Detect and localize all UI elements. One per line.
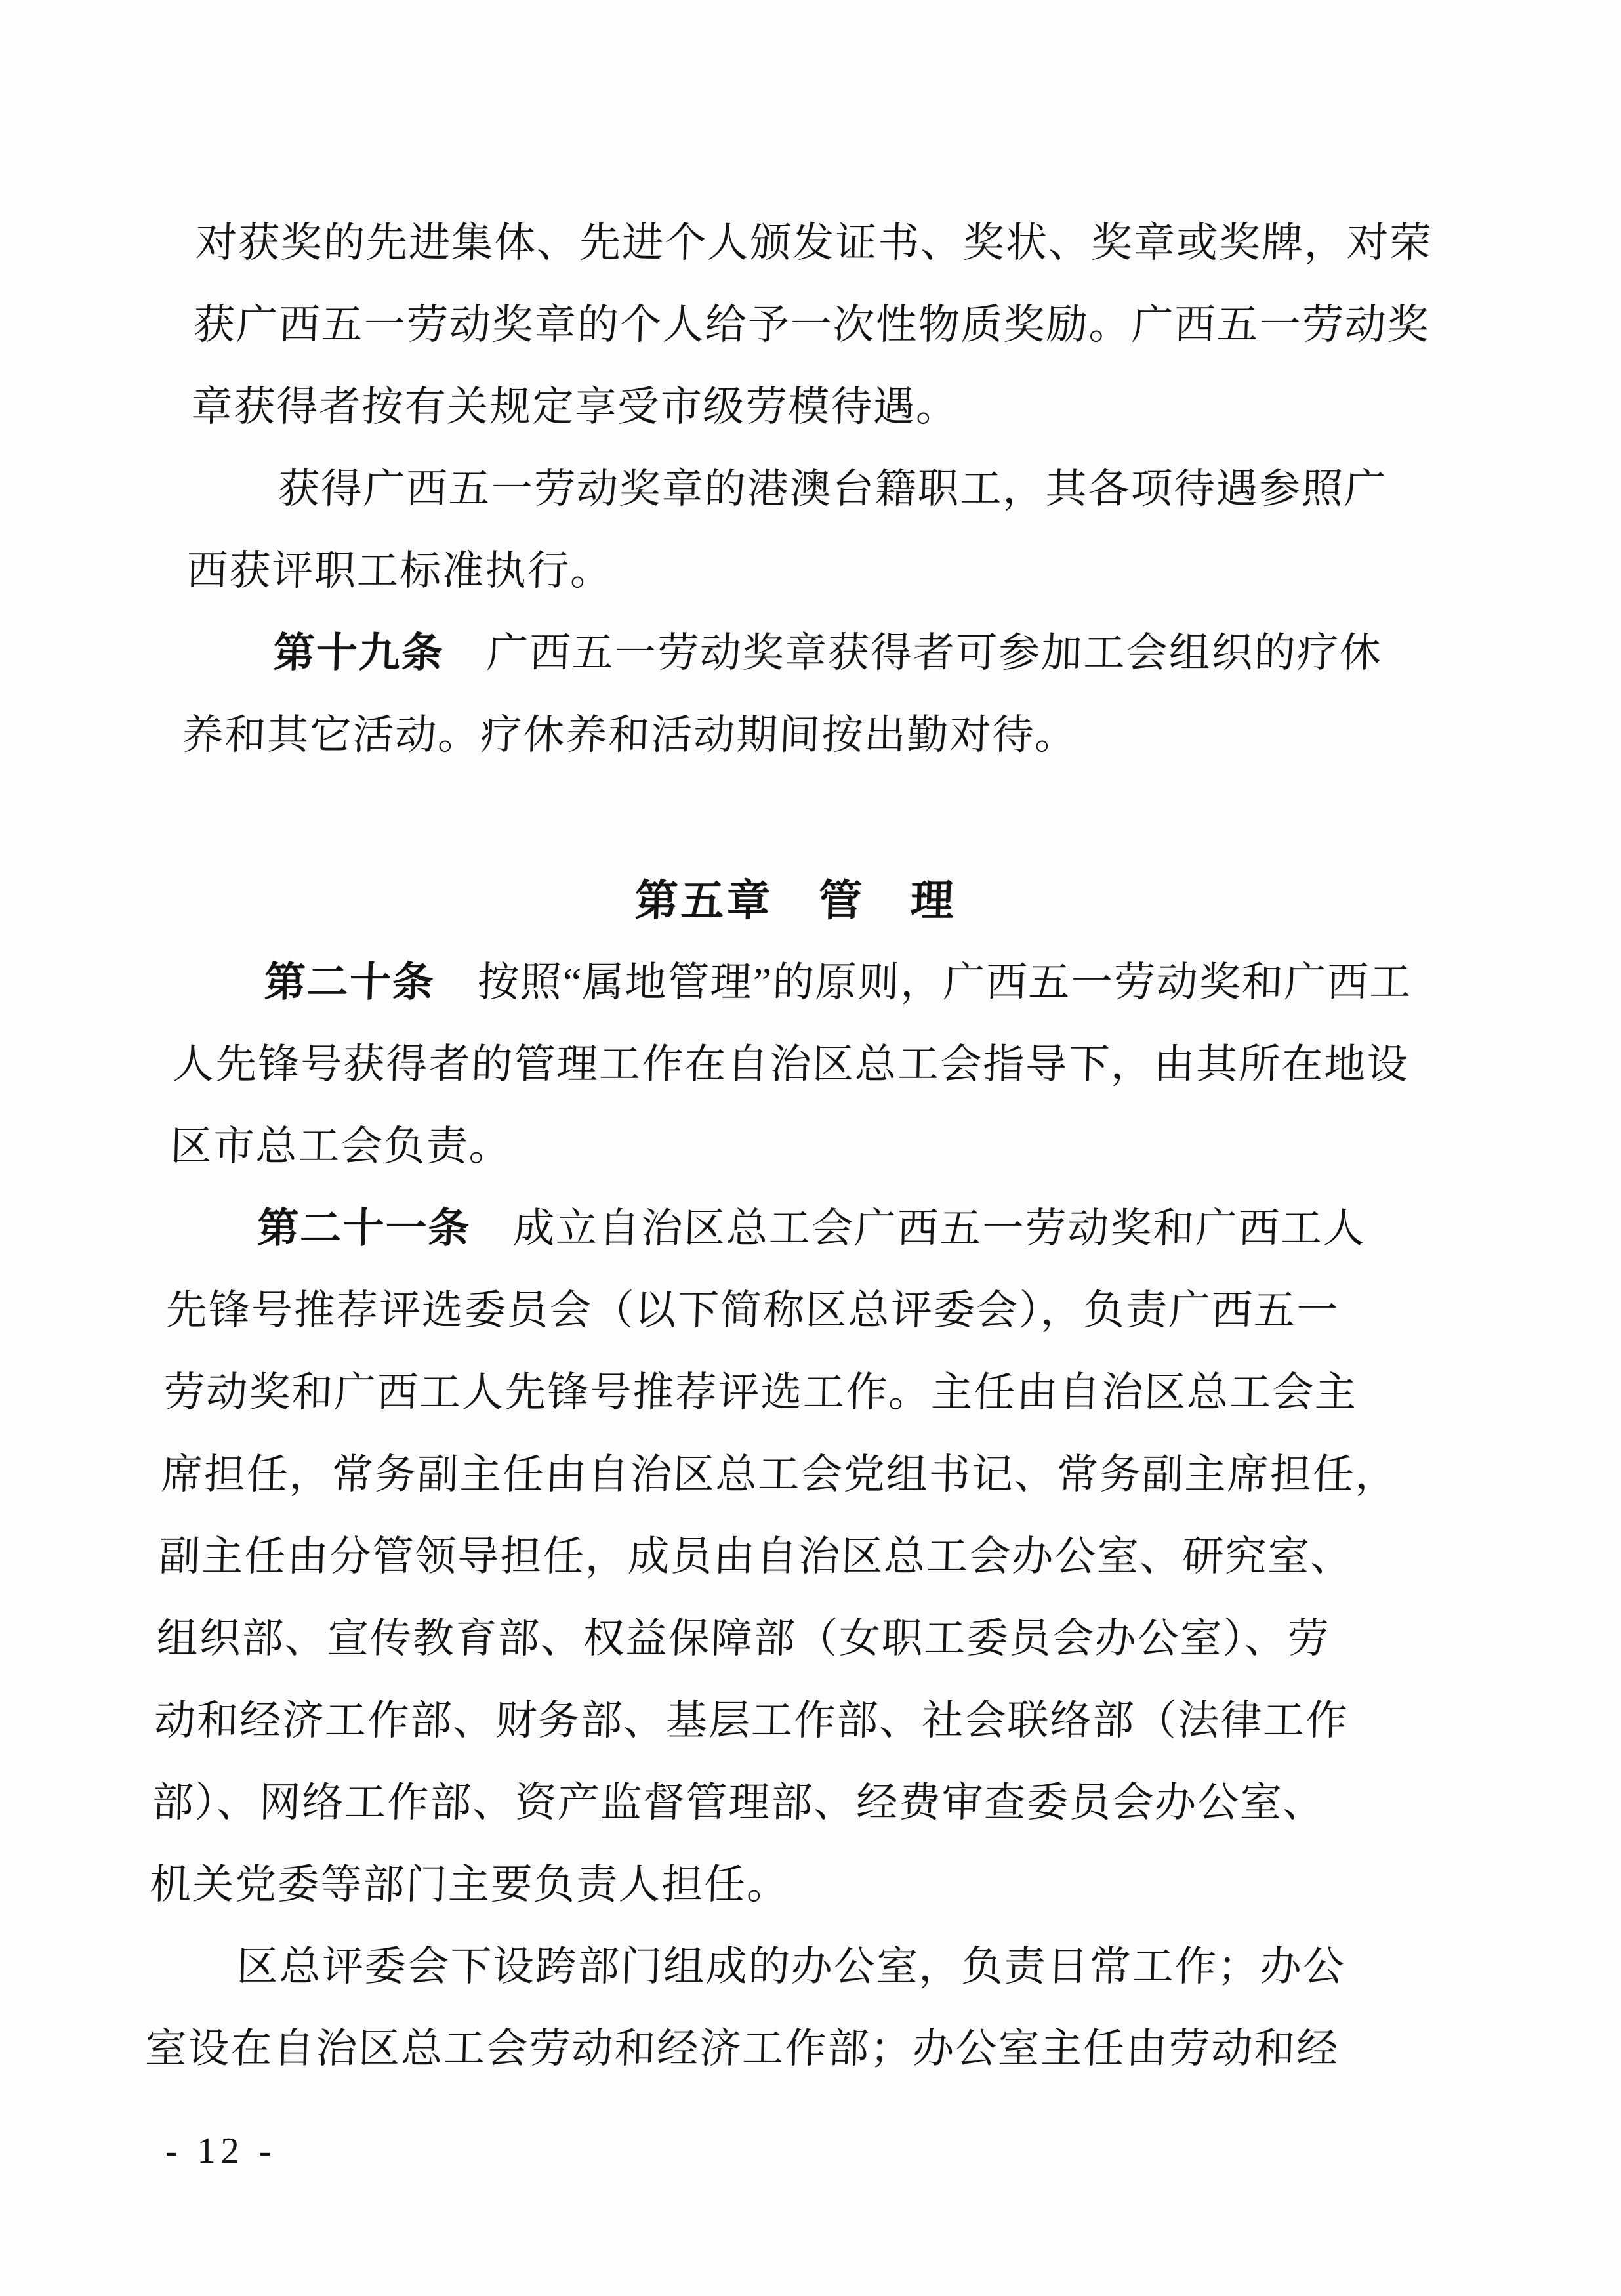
line-text: 区总评委会下设跨部门组成的办公室，负责日常工作；办公	[236, 1944, 1346, 1990]
line-text: 副主任由分管领导担任，成员由自治区总工会办公室、研究室、	[158, 1534, 1354, 1579]
text-line	[186, 530, 1424, 612]
text-line	[163, 1352, 1401, 1434]
text-line	[146, 1926, 1385, 2008]
line-text: 成立自治区总工会广西五一劳动奖和广西工人	[470, 1205, 1367, 1251]
page-number: - 12 -	[165, 2131, 277, 2171]
line-text: 获广西五一劳动奖章的个人给予一次性物质奖励。广西五一劳动奖	[192, 302, 1431, 348]
text-line	[195, 202, 1433, 284]
line-text: 组织部、宣传教育部、权益保障部（女职工委员会办公室）、劳	[155, 1616, 1331, 1661]
line-text: 区市总工会负责。	[169, 1123, 512, 1169]
text-line	[154, 1680, 1392, 1762]
line-text: 席担任，常务副主任由自治区总工会党组书记、常务副主席担任，	[160, 1451, 1399, 1497]
line-text: 按照“属地管理”的原则，广西五一劳动奖和广西工	[434, 959, 1413, 1005]
article-number: 第十九条	[272, 630, 445, 676]
text-line	[169, 1106, 1408, 1188]
text-line	[155, 1598, 1394, 1680]
text-line	[192, 284, 1431, 366]
article-number: 第二十一条	[256, 1205, 472, 1251]
text-line	[167, 1188, 1406, 1270]
text-line	[151, 1762, 1389, 1844]
line-text: 机关党委等部门主要负责人担任。	[149, 1862, 790, 1908]
line-text: 室设在自治区总工会劳动和经济工作部；办公室主任由劳动和经	[144, 2026, 1340, 2072]
text-line	[165, 1270, 1403, 1352]
line-text: 对获奖的先进集体、先进个人颁发证书、奖状、奖章或奖牌，对荣	[195, 220, 1433, 266]
text-line	[160, 1434, 1399, 1516]
text-line	[144, 2008, 1383, 2090]
line-text: 部）、网络工作部、资产监督管理部、经费审查委员会办公室、	[151, 1780, 1326, 1826]
line-text: 养和其它活动。疗休养和活动期间按出勤对待。	[181, 712, 1078, 758]
line-text: 西获评职工标准执行。	[186, 548, 614, 594]
line-text: 获得广西五一劳动奖章的港澳台籍职工，其各项待遇参照广	[277, 466, 1387, 512]
text-line	[183, 612, 1422, 694]
line-text: 人先锋号获得者的管理工作在自治区总工会指导下，由其所在地设	[172, 1041, 1410, 1087]
text-line	[158, 1516, 1397, 1598]
line-text: 广西五一劳动奖章获得者可参加工会组织的疗休	[443, 630, 1383, 676]
text-line	[172, 1024, 1410, 1106]
text-line	[174, 942, 1412, 1024]
line-text: 劳动奖和广西工人先锋号推荐评选工作。主任由自治区总工会主	[163, 1369, 1359, 1415]
text-line	[181, 694, 1420, 776]
article-number: 第二十条	[263, 959, 436, 1005]
line-text: 动和经济工作部、财务部、基层工作部、社会联络部（法律工作	[154, 1698, 1349, 1743]
line-text: 章获得者按有关规定享受市级劳模待遇。	[190, 384, 960, 430]
text-line	[188, 448, 1426, 530]
text-line	[190, 366, 1429, 448]
chapter-heading: 第五章 管 理	[634, 876, 957, 925]
document-body	[144, 202, 1433, 2090]
line-text: 先锋号推荐评选委员会（以下简称区总评委会），负责广西五一	[165, 1287, 1340, 1333]
text-line	[149, 1844, 1387, 1926]
